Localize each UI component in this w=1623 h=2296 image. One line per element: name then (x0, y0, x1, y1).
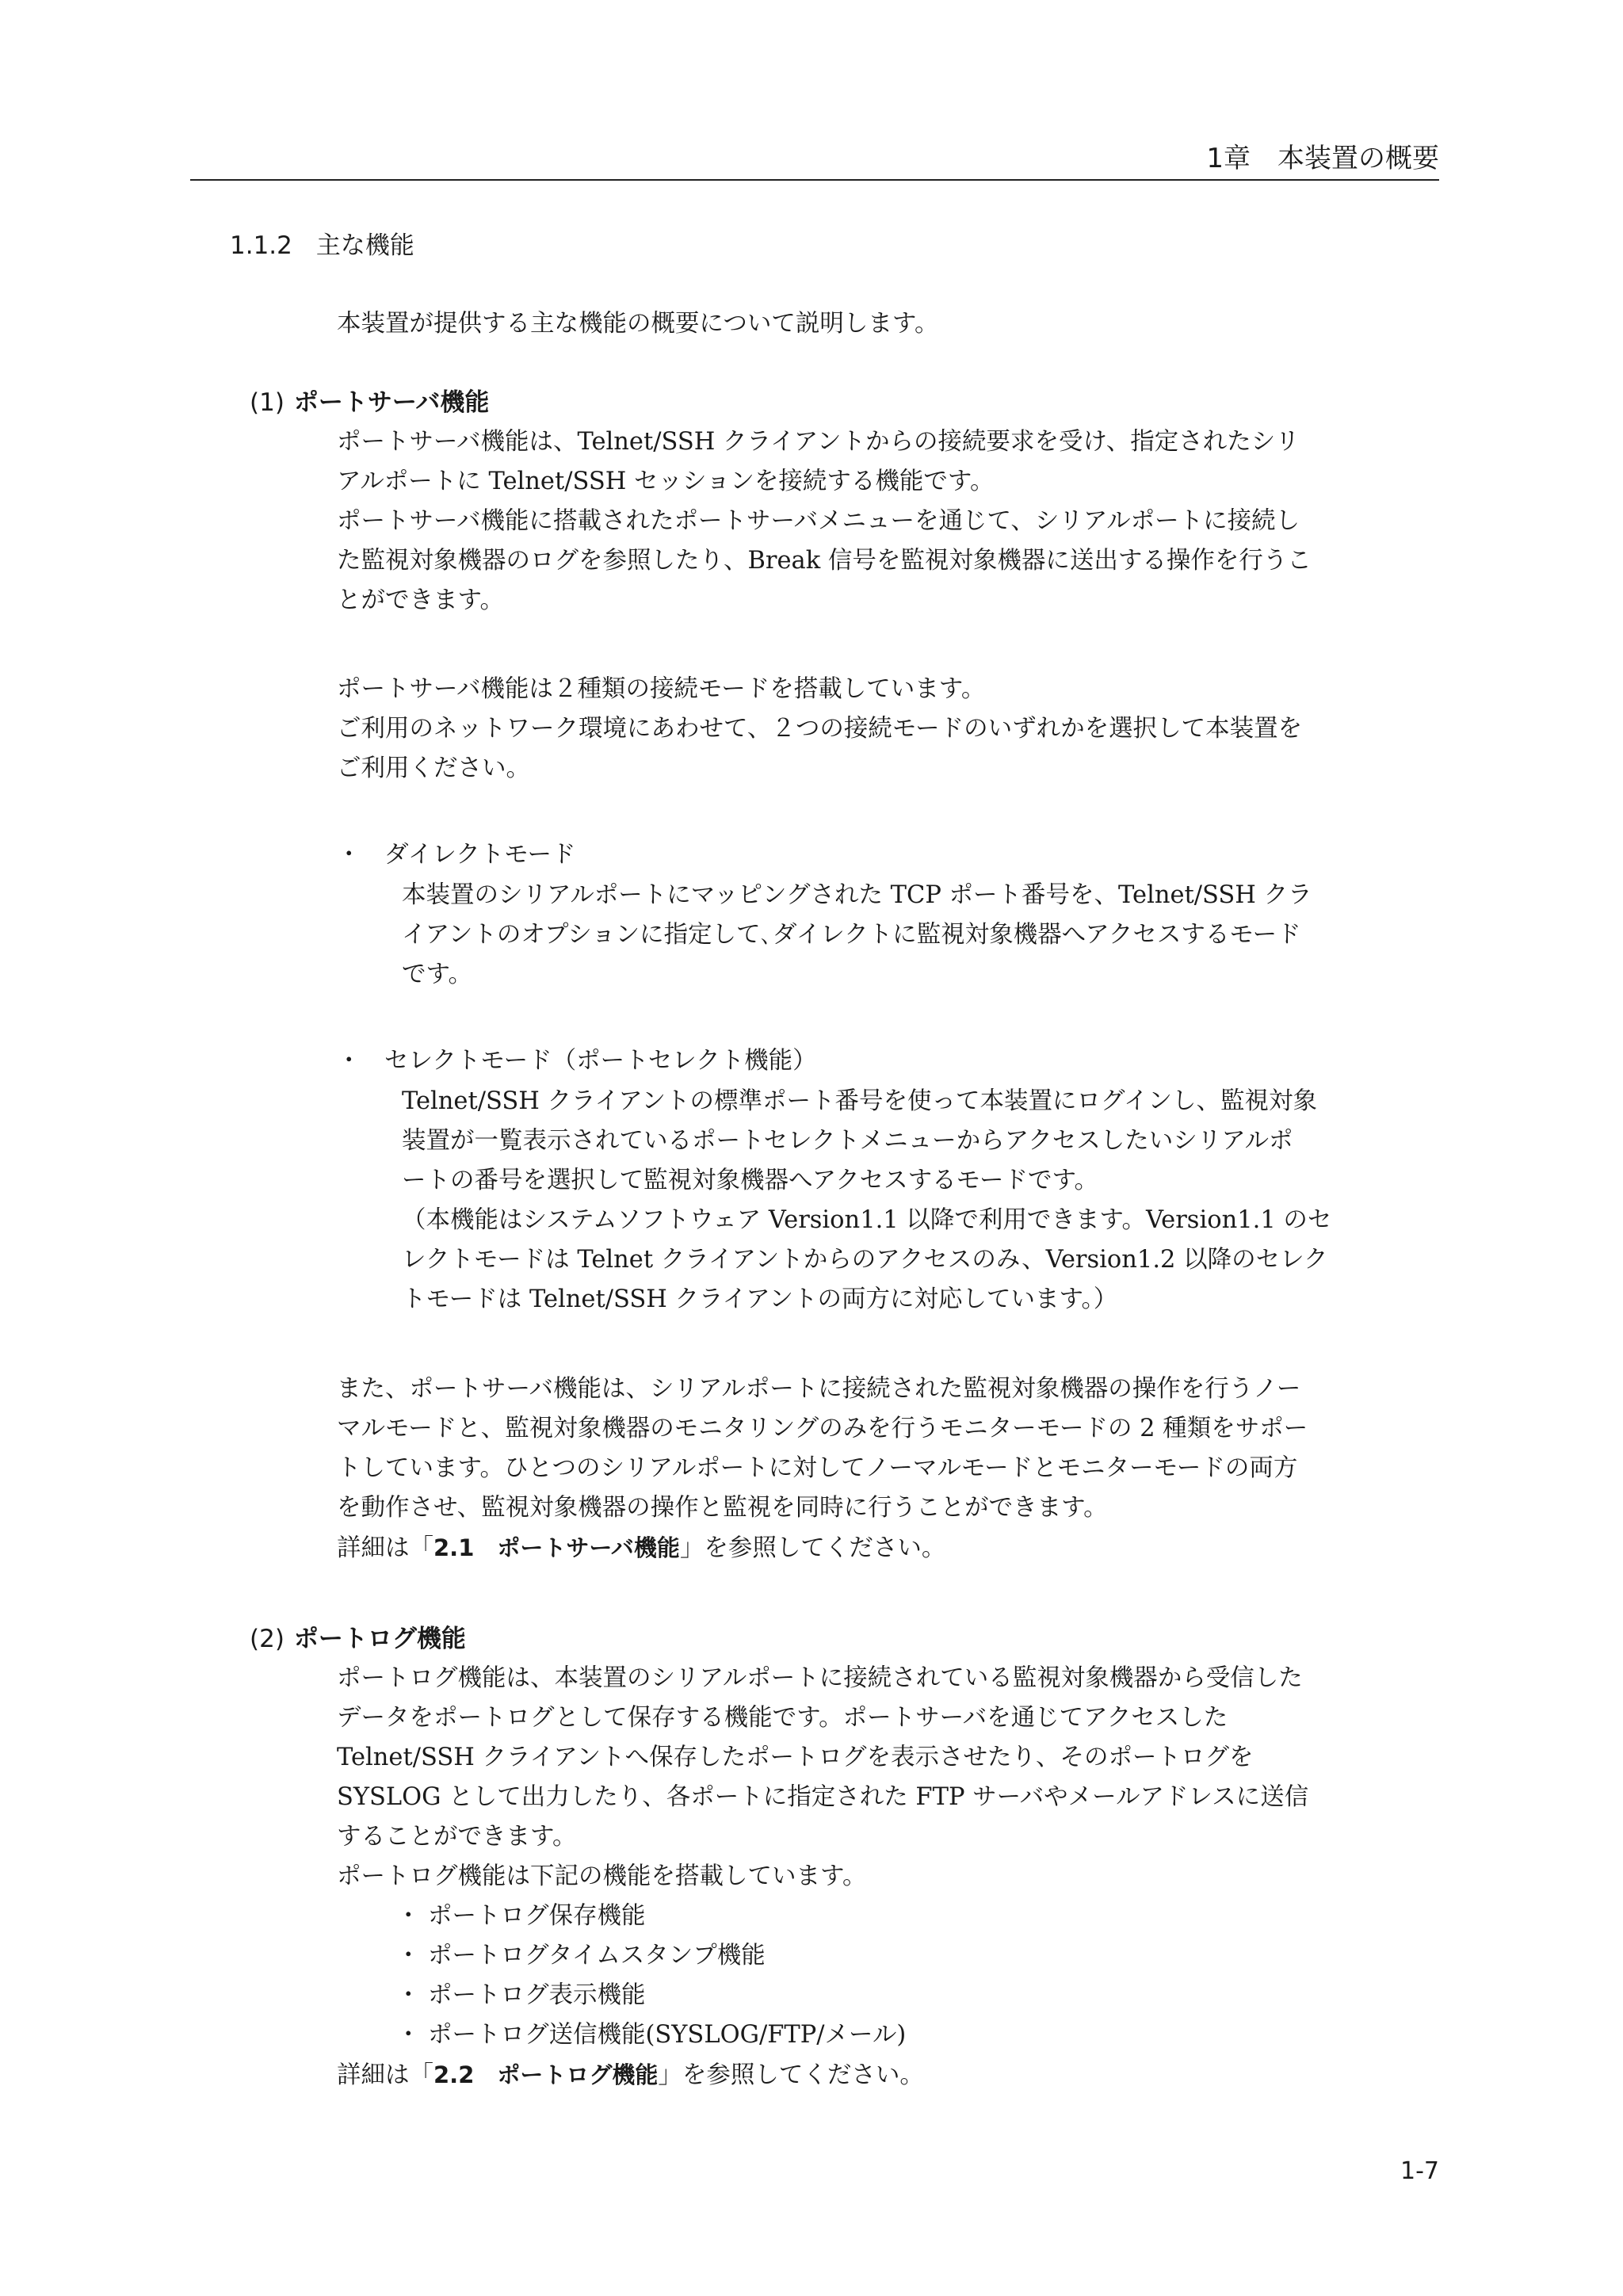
reference-link-port-server[interactable]: 2.1 ポートサーバ機能 (433, 1534, 680, 1561)
feature-label: ポートログ送信機能(SYSLOG/FTP/メール) (428, 2021, 907, 2049)
feature-label: ポートログタイムスタンプ機能 (428, 1942, 766, 1969)
reference-suffix: 」を参照してください。 (658, 2061, 924, 2089)
port-server-reference (337, 1528, 1443, 1568)
bullet-mark: ・ (337, 841, 361, 869)
feature-label: ポートログ保存機能 (428, 1902, 646, 1930)
text-line: トモードは Telnet/SSH クライアントの両方に対応しています。） (402, 1286, 1118, 1313)
text-line: アルポートに Telnet/SSH セッションを接続する機能です。 (337, 468, 995, 495)
select-mode-title: セレクトモード（ポートセレクト機能） (384, 1047, 817, 1075)
list-item (396, 1936, 906, 1976)
text-line: 装置が一覧表示されているポートセレクトメニューからアクセスしたいシリアルポ (402, 1127, 1293, 1155)
port-server-title: ポートサーバ機能 (293, 388, 490, 417)
text-line: データをポートログとして保存する機能です。ポートサーバを通じてアクセスした (337, 1704, 1228, 1732)
port-log-reference-paragraph (337, 2055, 1443, 2095)
text-line: イアントのオプションに指定して､ダイレクトに監視対象機器へアクセスするモード (402, 921, 1301, 949)
text-line: マルモードと、監視対象機器のモニタリングのみを行うモニターモードの 2 種類をサポー (337, 1415, 1308, 1442)
text-line: ポートサーバ機能は、Telnet/SSH クライアントからの接続要求を受け、指定されたシリ (337, 428, 1300, 456)
page-number: 1-7 (1400, 2157, 1439, 2185)
intro-line: 本装置が提供する主な機能の概要について説明します。 (337, 310, 939, 338)
reference-link-port-log[interactable]: 2.2 ポートログ機能 (433, 2061, 659, 2088)
port-server-paragraph-3 (337, 1370, 1443, 1568)
list-item (396, 1976, 906, 2015)
text-line: とができます。 (337, 586, 505, 614)
list-item (396, 2015, 906, 2055)
text-line: SYSLOG として出力したり、各ポートに指定された FTP サーバやメールアドレスに送信 (337, 1783, 1309, 1811)
bullet-mark: ・ (396, 1942, 421, 1969)
direct-mode-description (402, 876, 1443, 995)
bullet-mark: ・ (396, 1902, 421, 1930)
text-line: ポートサーバ機能に搭載されたポートサーバメニューを通じて、シリアルポートに接続し (337, 507, 1300, 535)
text-line: を動作させ、監視対象機器の操作と監視を同時に行うことができます。 (337, 1494, 1108, 1522)
chapter-header: 1章 本装置の概要 (1206, 143, 1439, 174)
section-heading (230, 228, 414, 263)
header-rule (190, 179, 1439, 181)
reference-suffix: 」を参照してください。 (679, 1534, 946, 1562)
intro-paragraph (337, 304, 1443, 344)
port-server-paragraph-2 (337, 670, 1443, 789)
text-line: Telnet/SSH クライアントの標準ポート番号を使って本装置にログインし、監視対象 (402, 1087, 1317, 1115)
section-number: 1.1.2 (230, 231, 292, 260)
text-line: 本装置のシリアルポートにマッピングされた TCP ポート番号を、Telnet/SSH クラ (402, 881, 1312, 909)
text-line: することができます。 (337, 1823, 577, 1851)
port-server-number: (1) (250, 388, 285, 417)
bullet-mark: ・ (337, 1047, 361, 1075)
bullet-mark: ・ (396, 2021, 421, 2049)
text-line: ートの番号を選択して監視対象機器へアクセスするモードです。 (402, 1167, 1099, 1194)
reference-prefix: 詳細は「 (337, 2061, 433, 2089)
text-line: トしています。ひとつのシリアルポートに対してノーマルモードとモニターモードの両方 (337, 1454, 1298, 1482)
text-line: た監視対象機器のログを参照したり、Break 信号を監視対象機器に送出する操作を行うこ (337, 547, 1312, 575)
port-log-heading (250, 1622, 466, 1656)
text-line: Telnet/SSH クライアントへ保存したポートログを表示させたり、そのポートログを (337, 1744, 1254, 1771)
port-log-feature-list (396, 1897, 906, 2055)
bullet-mark: ・ (396, 1981, 421, 2009)
text-line: です。 (402, 961, 473, 988)
port-log-reference (337, 2055, 1443, 2095)
text-line: ご利用のネットワーク環境にあわせて、２つの接続モードのいずれかを選択して本装置を (337, 715, 1303, 743)
select-mode-description (402, 1082, 1443, 1320)
reference-prefix: 詳細は「 (337, 1534, 433, 1562)
text-line: ポートサーバ機能は２種類の接続モードを搭載しています。 (337, 675, 986, 703)
text-line: ご利用ください。 (337, 755, 530, 782)
port-log-number: (2) (250, 1625, 285, 1653)
text-line: ポートログ機能は、本装置のシリアルポートに接続されている監視対象機器から受信した (337, 1664, 1303, 1692)
port-log-paragraph-1 (337, 1659, 1443, 1897)
text-line: レクトモードは Telnet クライアントからのアクセスのみ、Version1.2 以降のセレク (402, 1246, 1328, 1274)
direct-mode-title: ダイレクトモード (384, 841, 576, 869)
port-log-title: ポートログ機能 (293, 1625, 466, 1653)
select-mode-item (337, 1041, 817, 1081)
port-log-features-intro: ポートログ機能は下記の機能を搭載しています。 (337, 1862, 867, 1890)
text-line: また、ポートサーバ機能は、シリアルポートに接続された監視対象機器の操作を行うノー (337, 1375, 1301, 1403)
text-line: （本機能はシステムソフトウェア Version1.1 以降で利用できます。Version1.1 のセ (402, 1206, 1332, 1234)
port-server-paragraph-1 (337, 422, 1443, 621)
section-title: 主な機能 (315, 231, 414, 260)
feature-label: ポートログ表示機能 (428, 1981, 646, 2009)
direct-mode-item (337, 835, 576, 875)
port-server-heading (250, 385, 489, 420)
list-item (396, 1897, 906, 1936)
